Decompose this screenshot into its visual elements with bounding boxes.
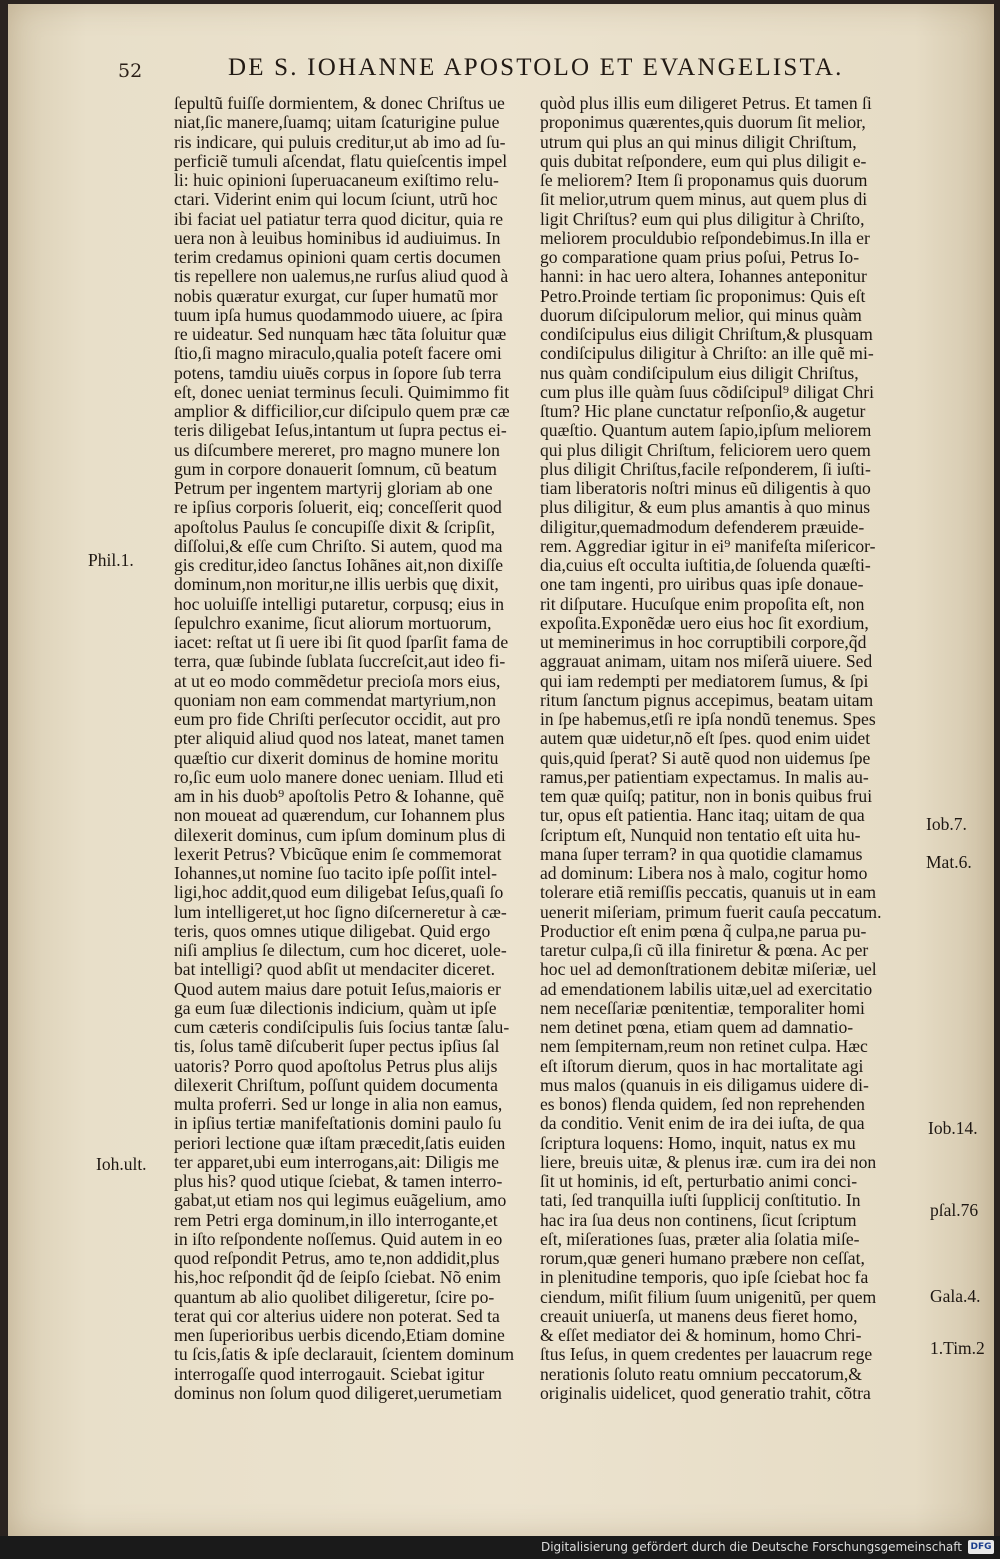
right-column-text-line: ciendum, miſit filium ſuum unigenitũ, per quem bbox=[540, 1287, 877, 1307]
right-column-text-line: Productior eſt enim pœna q̃ culpa,ne parua pu- bbox=[540, 921, 867, 941]
left-column-text-line: quoniam non eam commendat martyrium,non bbox=[174, 690, 496, 710]
left-column-text-line: tu ſcis,ſatis & ipſe declarauit, ſcientem dominum bbox=[174, 1345, 515, 1365]
digitization-credit: Digitalisierung gefördert durch die Deutsche Forschungsgemeinschaft bbox=[540, 1540, 962, 1554]
left-column-text-line: iacet: reſtat ut ſi uere ibi ſit quod ſparſit fama de bbox=[174, 633, 509, 652]
left-column-text-line: ſepultũ fuiſſe dormientem, & donec Chriſtus ue bbox=[174, 94, 505, 113]
left-column-text-line: uera non à leuibus hominibus id audiuimus. In bbox=[174, 228, 501, 248]
left-column-text-line: men ſuperioribus uerbis dicendo,Etiam domine bbox=[174, 1326, 505, 1345]
left-column-text-line: ter apparet,ubi eum interrogans,ait: Diligis me bbox=[174, 1152, 499, 1172]
margin-note-gala-4: Gala.4. bbox=[930, 1286, 981, 1306]
left-column-text-line: cum cæteris condiſcipulis ſuis ſocius tantæ ſalu- bbox=[174, 1018, 510, 1037]
right-column-text-line: condiſcipulus diligitur à Chriſto: an ille quẽ mi- bbox=[540, 344, 874, 364]
right-column-text-line: ſtus Ieſus, in quem credentes per lauacrum rege bbox=[540, 1345, 873, 1365]
page-header bbox=[0, 50, 1000, 90]
right-column-text-line: quis dubitat reſpondere, eum qui plus diligit e- bbox=[540, 151, 867, 171]
right-text-column bbox=[540, 94, 918, 1403]
left-column-text-line: eum pro fide Chriſti perſecutor occidit, aut pro bbox=[174, 710, 501, 729]
left-column-text-line: tis repellere non ualemus,ne rurſus aliud quod à bbox=[174, 267, 509, 287]
right-column-text-line: in plenitudine temporis, quo ipſe ſciebat hoc fa bbox=[540, 1268, 869, 1288]
left-column-text-line: terra, quæ ſubinde ſublata ſuccreſcit,aut ideo fi- bbox=[174, 652, 506, 672]
left-column-text-line: in iſto reſpondente noſſemus. Quid autem in eo bbox=[174, 1229, 503, 1249]
right-column-text-line: mana ſuper terram? in qua quotidie clamamus bbox=[540, 844, 863, 864]
right-column-text-line: ligit Chriſtus? eum qui plus diligitur à Chriſto, bbox=[540, 209, 865, 229]
right-column-text-line: quis,quid ſperat? Si autẽ quod non uidemus ſpe bbox=[540, 748, 871, 768]
left-column-text-line: re ipſius corporis ſoluerit, eiq; conceſſerit quod bbox=[174, 498, 502, 518]
left-column-text-line: ga eum ſuæ dilectionis indicium, quàm ut ipſe bbox=[174, 998, 497, 1018]
margin-note-tim: 1.Tim.2 bbox=[930, 1338, 985, 1358]
left-column-text-line: li: huic opinioni ſuperuacaneum exiſtimo relu- bbox=[174, 171, 499, 190]
left-column-text-line: non moueat ad quærendum, cur Iohannem plus bbox=[174, 806, 505, 826]
right-column-text-line: nus quàm condiſcipulum eius diligit Chriſtus, bbox=[540, 363, 859, 383]
right-column-text-line: duorum diſcipulorum melior, qui minus quàm bbox=[540, 305, 862, 325]
right-column-text-line: ad dominum: Libera nos à malo, cogitur homo bbox=[540, 864, 868, 883]
dfg-logo-icon: DFG bbox=[968, 1540, 994, 1554]
left-column-text-line: Quod autem maius dare potuit Ieſus,maioris er bbox=[174, 979, 501, 999]
right-column-text-line: quòd plus illis eum diligeret Petrus. Et tamen ſi bbox=[540, 94, 872, 113]
right-column-text-line: qui iam redempti per mediatorem ſumus, & ſpi bbox=[540, 671, 869, 691]
left-column-text-line: ro,ſic eum uolo manere donec ueniam. Illud eti bbox=[174, 767, 504, 787]
left-column-text-line: ſtio,ſi magno miraculo,qualia poteſt facere omi bbox=[174, 344, 502, 364]
right-column-text-line: proponimus quærentes,quis duorum ſit melior, bbox=[540, 113, 866, 133]
left-column-text-line: quod reſpondit Petrus, amo te,non addidit,plus bbox=[174, 1249, 500, 1268]
right-column-text-line: nem detinet pœna, etiam quem ad damnatio- bbox=[540, 1018, 854, 1037]
margin-note-psal-76: pſal.76 bbox=[930, 1200, 979, 1220]
left-column-text-line: in ipſius tertiæ manifeſtationis domini paulo ſu bbox=[174, 1114, 502, 1134]
right-column-text-line: nem neceſſariæ pœnitentiæ, temporaliter homi bbox=[540, 998, 865, 1018]
right-column-text-line: nem ſempiternam,reum non retinet culpa. Hæc bbox=[540, 1037, 868, 1057]
left-column-text-line: us diſcumbere mereret, pro magno munere lon bbox=[174, 440, 500, 460]
left-column-text-line: Iohannes,ut nomine ſuo tacito ipſe poſſit intel- bbox=[174, 864, 497, 883]
right-column-text-line: da conditio. Venit enim de ira dei iuſta, de qua bbox=[540, 1114, 865, 1134]
right-column-text-line: eſt iſtorum dierum, quos in hac mortalitate agi bbox=[540, 1056, 864, 1076]
right-column-text-line: ſit melior,utrum quem minus, aut quem plus di bbox=[540, 190, 868, 210]
right-column-text-line: ſit ut hominis, id eſt, perturbatio animi conci- bbox=[540, 1172, 858, 1191]
right-column-text-line: autem quæ uidetur,nõ eſt ſpes. quod enim uidet bbox=[540, 729, 871, 749]
left-column-text-line: dominus non ſolum quod diligeret,uerumetiam bbox=[174, 1383, 502, 1403]
right-column-text-line: mus malos (quanuis in eis diligamus uidere di- bbox=[540, 1075, 869, 1095]
right-column-text-line: rorum,quæ generi humano præbere non ceſſat, bbox=[540, 1249, 865, 1268]
right-column-text-line: tati, ſed tranquilla iuſti ſupplicij conſtitutio. In bbox=[540, 1191, 861, 1211]
left-column-text-line: ligi,hoc addit,quod eum diligebat Ieſus,quaſi ſo bbox=[174, 883, 504, 903]
left-column-text-line: gis creditur,ideo ſanctus Iohãnes ait,non dixiſſe bbox=[174, 556, 504, 575]
right-column-text-line: quæſtio. Quantum autem ſapio,ipſum meliorem bbox=[540, 421, 872, 441]
left-column-text-line: bat intelligi? quod abſit ut mendaciter diceret. bbox=[174, 960, 495, 980]
left-column-text-line: periori lectione quæ iſtam præcedit,ſatis euiden bbox=[174, 1133, 506, 1153]
left-column-text-line: terim credamus opinioni quam certis documen bbox=[174, 248, 501, 267]
left-column-text-line: gabat,ut etiam nos qui legimus euãgelium, amo bbox=[174, 1191, 507, 1211]
left-column-text-line: perficiẽ tumuli aſcendat, flatu quieſcentis impel bbox=[174, 151, 508, 171]
left-column-text-line: tuum ipſa humus quodammodo uiuere, ac ſpira bbox=[174, 305, 503, 325]
right-column-text-line: meliorem proculdubio reſpondebimus.In illa er bbox=[540, 228, 870, 248]
right-column-text-line: condiſcipulus eius diligit Chriſtum,& plusquam bbox=[540, 325, 873, 344]
footer-bar bbox=[0, 1536, 1000, 1559]
left-column-text-line: niat,ſic manere,ſuamq; uitam ſcaturigine pulue bbox=[174, 113, 500, 133]
left-column-text-line: his,hoc reſpondit q̃d de ſeipſo ſciebat. Nõ enim bbox=[174, 1268, 501, 1288]
left-column-text-line: quantum ab alio quolibet diligeretur, ſcire po- bbox=[174, 1287, 495, 1307]
left-column-text-line: am in his duob⁹ apoſtolis Petro & Iohanne, quẽ bbox=[174, 787, 505, 806]
left-column-text-line: hoc uoluiſſe intelligi putaretur, corpusq; eius in bbox=[174, 594, 505, 614]
right-column-text-line: ſtum? Hic plane cunctatur reſponſio,& augetur bbox=[540, 402, 866, 421]
right-column-text-line: es bonos) flenda quidem, ſed non reprehenden bbox=[540, 1095, 865, 1114]
right-column-text-line: qui plus diligit Chriſtum, feliciorem uero quem bbox=[540, 440, 871, 460]
margin-note-iob-7: Iob.7. bbox=[926, 814, 967, 834]
right-column-text-line: rit diſputare. Hucuſque enim propoſita eſt, non bbox=[540, 594, 865, 614]
right-column-text-line: utrum qui plus an qui minus diligit Chriſtum, bbox=[540, 132, 857, 152]
right-column-text-line: eſt, miſerationes ſuas, præter alia ſolatia miſe- bbox=[540, 1229, 860, 1249]
right-column-text-line: hac ira ſua deus non continens, ſicut ſcriptum bbox=[540, 1210, 857, 1230]
left-column-text-line: teris, quos omnes utique diligebat. Quid ergo bbox=[174, 921, 491, 941]
left-column-text-line: multa proferri. Sed ur longe in alia non eamus, bbox=[174, 1095, 503, 1114]
running-title: DE S. IOHANNE APOSTOLO ET EVANGELISTA. bbox=[228, 54, 844, 81]
right-column-text-line: ſcriptum eſt, Nunquid non tentatio eſt uita hu- bbox=[540, 825, 861, 845]
left-column-text-line: nobis quæratur exurgat, cur ſuper humatũ mor bbox=[174, 286, 498, 306]
right-column-text-line: taretur culpa,ſi cũ illa finiretur & pœna. Ac per bbox=[540, 941, 869, 960]
left-column-text-line: potens, tamdiu uiuẽs corpus in ſopore ſub terra bbox=[174, 363, 502, 383]
left-column-text-line: lexerit Petrus? Vbicũque enim ſe commemorat bbox=[174, 844, 502, 864]
right-column-text-line: ad emendationem labilis uitæ,uel ad exercitatio bbox=[540, 979, 873, 999]
right-column-text-line: liere, breuis uitæ, & plenus iræ. cum ira dei non bbox=[540, 1152, 877, 1172]
right-column-text-line: aggrauat animam, uitam nos miſerã uiuere. Sed bbox=[540, 652, 873, 672]
left-column-text-line: Petrum per ingentem martyrij gloriam ab one bbox=[174, 479, 493, 498]
right-column-text-line: dia,cuius eſt occulta iuſtitia,de ſoluenda quæſti- bbox=[540, 556, 871, 575]
left-column-text-line: interrogaſſe quod interrogauit. Sciebat igitur bbox=[174, 1364, 485, 1384]
margin-note-phil: Phil.1. bbox=[88, 550, 134, 570]
right-column-text-line: nerationis ſoluto reatu omnium peccatorum,& bbox=[540, 1364, 862, 1384]
left-column-text-line: dilexerit Chriſtum, poſſunt quidem documenta bbox=[174, 1075, 498, 1095]
right-column-text-line: plus diligit Chriſtus,facile reſponderem, ſi iuſti- bbox=[540, 459, 871, 479]
left-column-text-line: lum intelligeret,ut hoc ſigno diſcerneretur à cæ- bbox=[174, 902, 507, 922]
page-number: 52 bbox=[118, 60, 143, 82]
right-column-text-line: & eſſet mediator dei & hominum, homo Chri- bbox=[540, 1326, 862, 1345]
right-column-text-line: diligitur,quemadmodum defenderem præuide- bbox=[540, 517, 865, 537]
left-column-text-line: plus his? quod utique ſciebat, & tamen interro- bbox=[174, 1172, 503, 1191]
right-column-text-line: tem quæ quiſq; patitur, non in bonis quibus frui bbox=[540, 787, 873, 806]
right-column-text-line: hanni: in hac uero altera, Iohannes anteponitur bbox=[540, 267, 867, 287]
left-column-text-line: ibi faciat uel patiatur terra quod dicitur, quia re bbox=[174, 209, 504, 229]
left-column-text-line: tis, ſolus tamẽ diſcuberit ſuper pectus ipſius ſal bbox=[174, 1037, 500, 1057]
right-column-text-line: ramus,per patientiam expectamus. In malis au- bbox=[540, 767, 869, 787]
right-column-text-line: tolerare etiã remiſſis peccatis, quanuis ut in eam bbox=[540, 883, 877, 903]
left-column-text-line: diſſolui,& eſſe cum Chriſto. Si autem, quod ma bbox=[174, 536, 503, 556]
right-column-text-line: ſe meliorem? Item ſi proponamus quis duorum bbox=[540, 171, 868, 190]
right-column-text-line: creauit uniuerſa, ut manens deus fieret homo, bbox=[540, 1306, 858, 1326]
margin-note-ioh: Ioh.ult. bbox=[96, 1154, 147, 1174]
right-column-text-line: tur, opus eſt patientia. Hanc itaq; uitam de qua bbox=[540, 806, 865, 826]
right-column-text-line: ſcriptura loquens: Homo, inquit, natus ex mu bbox=[540, 1133, 856, 1153]
margin-note-mat-6: Mat.6. bbox=[926, 852, 972, 872]
left-column-text-line: dilexerit dominus, cum ipſum dominum plus di bbox=[174, 825, 506, 845]
right-column-text-line: go comparatione quam prius poſui, Petrus Io- bbox=[540, 248, 860, 267]
left-column-text-line: ctari. Viderint enim qui locum ſciunt, utrũ hoc bbox=[174, 190, 498, 210]
left-column-text-line: uatoris? Porro quod apoſtolus Petrus plus alijs bbox=[174, 1056, 498, 1076]
left-column-text-line: eſt, donec ueniat terminus ſeculi. Quimimmo fit bbox=[174, 382, 510, 402]
left-text-column bbox=[174, 94, 536, 1403]
left-column-text-line: niſi amplius ſe dilectum, cum hoc diceret, uole- bbox=[174, 941, 507, 960]
right-column-text-line: expoſita.Exponẽdæ uero eius hoc ſit exordium, bbox=[540, 613, 869, 633]
right-column-text-line: in ſpe habemus,etſi re ipſa nondũ tenemus. Spes bbox=[540, 710, 876, 729]
left-column-text-line: terat qui cor alterius uidere non poterat. Sed ta bbox=[174, 1306, 500, 1326]
left-column-text-line: at ut eo modo commẽdetur precioſa mors eius, bbox=[174, 671, 501, 691]
left-column-text-line: re uideatur. Sed nunquam hæc tãta ſoluitur quæ bbox=[174, 325, 507, 344]
right-column-text-line: ritum ſanctum pignus accepimus, beatam uitam bbox=[540, 690, 874, 710]
right-column-text-line: ut meminerimus in hoc corruptibili corpore,q̃d bbox=[540, 633, 867, 652]
right-column-text-line: tiam liberatoris noſtri minus eũ diligentis à quo bbox=[540, 479, 871, 498]
left-column-text-line: quæſtio cur dixerit dominus de homine moritu bbox=[174, 748, 499, 768]
left-column-text-line: apoſtolus Paulus ſe concupiſſe dixit & ſcripſit, bbox=[174, 517, 496, 537]
right-column-text-line: uenerit miſeriam, primum fuerit cauſa peccatum. bbox=[540, 902, 882, 922]
right-column-text-line: plus diligitur, & eum plus amantis à quo minus bbox=[540, 498, 871, 518]
left-column-text-line: ris indicare, qui puluis creditur,ut ab imo ad ſu- bbox=[174, 132, 506, 152]
left-column-text-line: ſepulchro exanime, ſicut aliorum mortuorum, bbox=[174, 613, 492, 633]
margin-note-iob-14: Iob.14. bbox=[928, 1118, 978, 1138]
left-column-text-line: rem Petri erga dominum,in illo interrogante,et bbox=[174, 1210, 498, 1230]
right-column-text-line: hoc uel ad demonſtrationem debitæ miſeriæ, uel bbox=[540, 960, 877, 980]
right-column-text-line: rem. Aggrediar igitur in ei⁹ manifeſta miſericor- bbox=[540, 536, 876, 556]
left-column-text-line: dominum,non moritur,ne illis uerbis quę dixit, bbox=[174, 575, 499, 595]
right-column-text-line: one tam ingenti, pro uiribus quas ipſe donaue- bbox=[540, 575, 864, 595]
right-column-text-line: originalis uidelicet, quod generatio trahit, cõtra bbox=[540, 1383, 871, 1403]
left-column-text-line: teris diligebat Ieſus,intantum ut ſupra pectus ei- bbox=[174, 421, 507, 441]
right-column-text-line: Petro.Proinde tertiam ſic proponimus: Quis eſt bbox=[540, 286, 866, 306]
left-column-text-line: pter aliquid aliud quod nos lateat, manet tamen bbox=[174, 729, 505, 749]
left-column-text-line: amplior & difficilior,cur diſcipulo quem præ cæ bbox=[174, 402, 510, 421]
right-column-text-line: cum plus ille quàm ſuus cõdiſcipul⁹ diligat Chri bbox=[540, 382, 875, 402]
left-column-text-line: gum in corpore donauerit ſomnum, cũ beatum bbox=[174, 459, 497, 479]
